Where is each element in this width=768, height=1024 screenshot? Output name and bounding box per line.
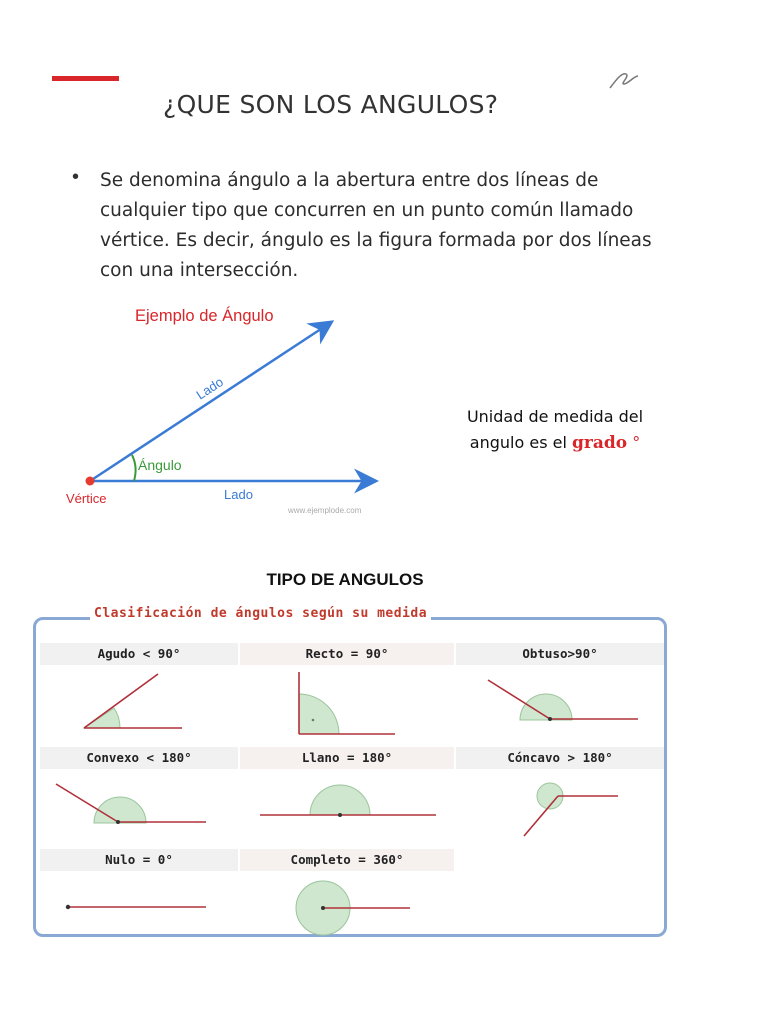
label-completo: Completo = 360° xyxy=(240,849,454,871)
figure-obtuso xyxy=(482,668,642,728)
figure-convexo xyxy=(52,778,212,832)
figure-nulo xyxy=(60,898,210,918)
unit-line-2-prefix: angulo es el xyxy=(469,433,572,452)
unit-highlight: grado xyxy=(572,433,628,453)
upper-side-label: Lado xyxy=(193,374,226,403)
vertex-dot xyxy=(86,477,95,486)
figure-recto xyxy=(285,668,415,740)
unit-line-2 xyxy=(430,430,680,456)
example-title: Ejemplo de Ángulo xyxy=(135,307,274,325)
label-concavo: Cóncavo > 180° xyxy=(456,747,664,769)
figure-agudo xyxy=(70,668,200,738)
types-section-title: TIPO DE ANGULOS xyxy=(266,570,424,589)
angle-label: Ángulo xyxy=(138,457,182,473)
label-llano: Llano = 180° xyxy=(240,747,454,769)
classification-title: Clasificación de ángulos según su medida xyxy=(90,606,431,621)
definition-text: Se denomina ángulo a la abertura entre dos líneas de cualquier tipo que concurren en un punto común llamado vértice. Es decir, ángulo es la figura formada por dos líneas con una intersección. xyxy=(100,170,652,281)
figure-llano xyxy=(258,782,438,822)
figure-completo xyxy=(290,880,414,936)
vertex-label: Vértice xyxy=(66,491,107,506)
upper-side-line xyxy=(90,323,330,481)
label-recto: Recto = 90° xyxy=(240,643,454,665)
label-obtuso: Obtuso>90° xyxy=(456,643,664,665)
angle-example-diagram xyxy=(60,295,390,520)
definition-bullet xyxy=(72,166,652,286)
angle-arc xyxy=(132,455,136,481)
label-agudo: Agudo < 90° xyxy=(40,643,238,665)
unit-line-1: Unidad de medida del xyxy=(466,407,644,426)
watermark: www.ejemplode.com xyxy=(288,506,362,515)
pen-scribble-icon xyxy=(604,66,644,92)
page-title: ¿QUE SON LOS ANGULOS? xyxy=(163,90,499,119)
label-convexo: Convexo < 180° xyxy=(40,747,238,769)
red-accent-bar xyxy=(52,76,119,81)
bullet-icon: • xyxy=(72,166,80,188)
lower-side-label: Lado xyxy=(224,487,253,502)
unit-of-measure-note xyxy=(430,404,680,456)
figure-concavo xyxy=(520,776,620,840)
degree-symbol: ° xyxy=(632,433,641,452)
label-nulo: Nulo = 0° xyxy=(40,849,238,871)
